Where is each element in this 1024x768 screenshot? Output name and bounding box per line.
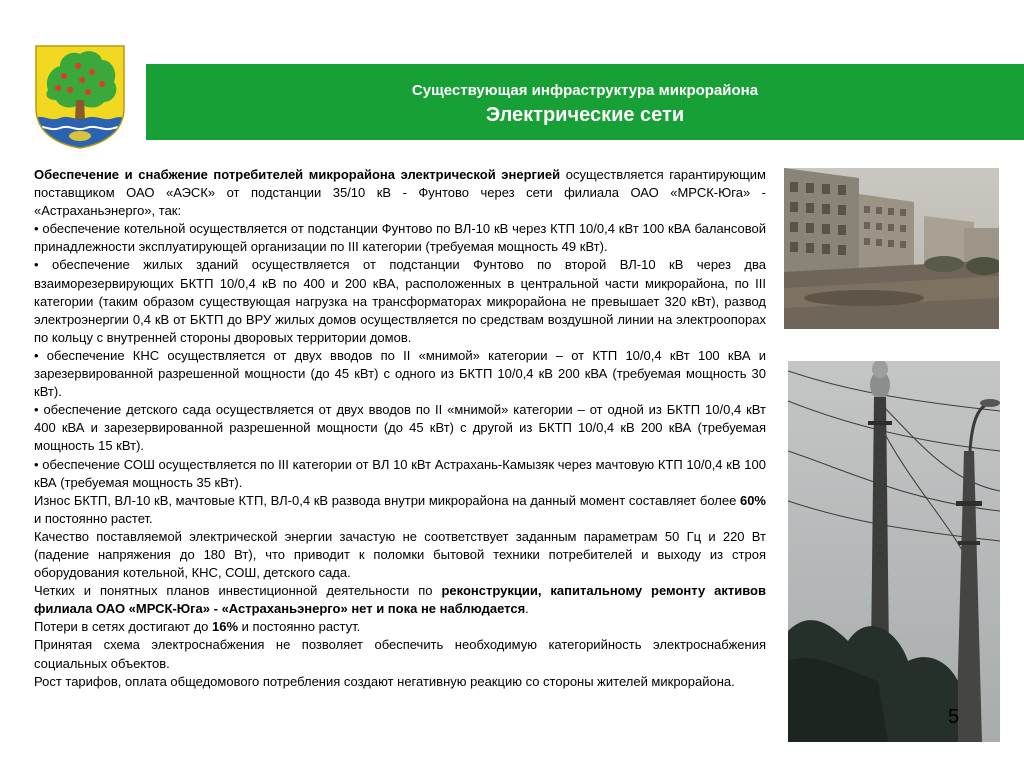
paragraph-quality: Качество поставляемой электрической энергии зачастую не соответствует заданным параметрам 50 Гц и 220 Вт (падение напряжения до 180 Вт), что приводит к поломки бытовой техники потребителей и выходу из строя оборудования котельной, КНС, СОШ, детского сада. xyxy=(34,528,766,581)
bullet-boiler: • обеспечение котельной осуществляется от подстанции Фунтово по ВЛ-10 кВ через КТП 10/0,4 кВт 100 кВА балансовой принадлежности эксплуатирующей организации по III категории (требуемая мощность 49 кВт). xyxy=(34,221,766,255)
intro-rest: осуществляется гарантирующим поставщиком ОАО «АЭСК» от подстанции 35/10 кВ - Фунтово через сети филиала ОАО «МРСК-Юга» - «Астраханьэнерго», так: xyxy=(34,167,766,219)
losses-text-start: Потери в сетях достигают до xyxy=(34,619,213,635)
paragraph-intro xyxy=(34,166,766,220)
losses-text-end: и постоянно растут. xyxy=(238,619,361,635)
investment-bold: реконструкции, капитальному ремонту активов филиала ОАО «МРСК-Юга» - «Астраханьэнерго» нет и пока не наблюдается xyxy=(34,583,766,617)
page-title: Электрические сети xyxy=(485,104,685,126)
photo-apartment-buildings xyxy=(784,168,999,329)
paragraph-wear xyxy=(34,492,766,528)
intro-bold: Обеспечение и снабжение потребителей микрорайона электрической энергией xyxy=(34,167,561,182)
investment-text-end: . xyxy=(525,601,529,617)
wear-percent: 60% xyxy=(739,492,766,508)
bullet-residential: • обеспечение жилых зданий осуществляется от подстанции Фунтово по второй ВЛ-10 кВ через два взаиморезервирующих БКТП 10/0,4 кВ по 400 и 200 кВА, расположенных в центральной части микрорайона, по III категории (таким образом существующая нагрузка на трансформаторах микрорайона не превышает 320 кВт), развод электроэнергии 0,4 кВ от БКТП до ВРУ жилых домов осуществляется по средствам воздушной линии на электроопорах по кольцу с внутренней стороны дворовых территории домов. xyxy=(34,257,766,345)
photo-power-poles xyxy=(788,361,1000,742)
bullet-kns: • обеспечение КНС осуществляется от двух вводов по II «мнимой» категории – от КТП 10/0,4 кВт 100 кВА и зарезервированной разрешенной мощности (до 45 кВт) с одного из БКТП 10/0,4 кВ 200 кВА (требуемая мощность 30 кВт). xyxy=(34,347,766,400)
coat-of-arms-logo xyxy=(34,44,126,150)
paragraph-investment xyxy=(34,582,766,618)
header-bar xyxy=(146,64,1024,140)
paragraph-losses xyxy=(34,618,766,636)
paragraph-scheme: Принятая схема электроснабжения не позволяет обеспечить необходимую категорийность электроснабжения социальных объектов. xyxy=(34,637,766,671)
paragraph-tariffs: Рост тарифов, оплата общедомового потребления создают негативную реакцию со стороны жителей микрорайона. xyxy=(34,673,735,689)
page-number: 5 xyxy=(948,706,960,728)
losses-percent: 16% xyxy=(212,619,239,635)
investment-text-start: Четких и понятных планов инвестиционной деятельности по xyxy=(34,583,442,599)
wear-text-end: и постоянно растет. xyxy=(34,510,153,526)
bullet-school: • обеспечение СОШ осуществляется по III категории от ВЛ 10 кВт Астрахань-Камызяк через мачтовую КТП 10/0,4 кВ 100 кВА (требуемая мощность 35 кВт). xyxy=(34,456,766,490)
wear-text-start: Износ БКТП, ВЛ-10 кВ, мачтовые КТП, ВЛ-0,4 кВ развода внутри микрорайона на данный момент составляет более xyxy=(34,492,740,508)
body-text xyxy=(34,166,766,691)
header-subtitle: Существующая инфраструктура микрорайона xyxy=(411,82,759,99)
bullet-kindergarten: • обеспечение детского сада осуществляется от двух вводов по II «мнимой» категории – от одной из БКТП 10/0,4 кВт 400 кВА и зарезервированной разрешенной мощности (до 45 кВт) с другой из БКТП 10/0,4 кВ 200 кВА (требуемая мощность 15 кВт). xyxy=(34,402,766,454)
